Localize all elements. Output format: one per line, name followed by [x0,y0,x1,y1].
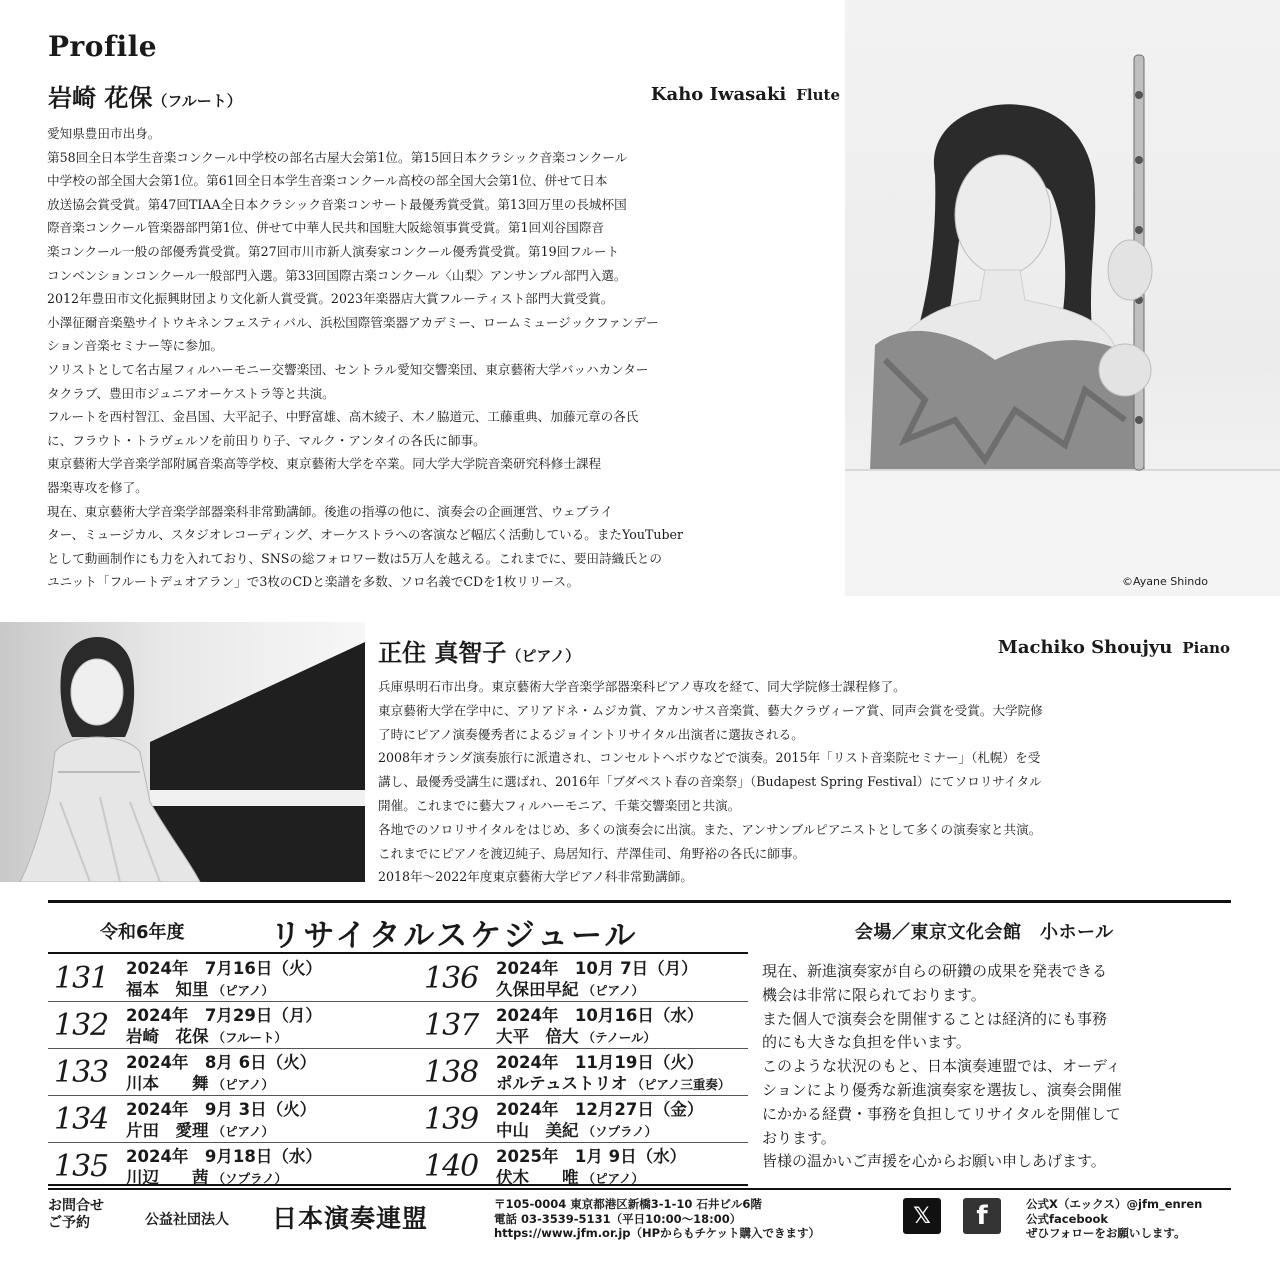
performer-part: （ソプラノ） [582,1124,658,1139]
performer1-bio-line: 楽コンクール一般の部優秀賞受賞。第27回市川市新人演奏家コンクール優秀賞受賞。第19回フルート [47,243,620,259]
schedule-note-line: また個人で演奏会を開催することは経済的にも事務 [762,1009,1108,1028]
sns-follow-request: ぜひフォローをお願いします。 [1026,1226,1186,1240]
performer-name: ポルテュストリオ [496,1074,628,1093]
schedule-note-line: 皆様の温かいご声援を心からお願い申しあげます。 [762,1152,1106,1171]
performer1-bio-line: 東京藝術大学音楽学部附属音楽高等学校、東京藝術大学を卒業。同大学大学院音楽研究科修士課程 [47,456,602,472]
schedule-entry [48,1049,398,1095]
schedule-entry [418,1002,768,1048]
x-logo-icon[interactable]: 𝕏 [903,1198,941,1234]
schedule-note-line: このような状況のもと、日本演奏連盟では、オーディ [762,1057,1121,1076]
recital-date: 2024年 12月27日（金） [496,1100,704,1119]
performer1-bio-line: タクラブ、豊田市ジュニアオーケストラ等と共演。 [47,385,335,401]
schedule-row-divider [48,1095,748,1096]
recital-date: 2024年 7月16日（火） [126,959,322,978]
performer1-bio-line: 愛知県豊田市出身。 [47,126,161,141]
recital-number: 133 [54,1055,109,1090]
performer2-name-en: Machiko Shoujyu [997,637,1173,658]
recital-performer [126,1070,274,1094]
performer1-name-jp: 岩崎 花保 [48,83,153,112]
schedule-entry [418,1096,768,1142]
schedule-note-line: 現在、新進演奏家が自らの研鑽の成果を発表できる [762,962,1108,980]
schedule-venue: 会場／東京文化会館 小ホール [855,922,1114,943]
recital-performer [496,1117,657,1141]
performer2-instrument-en: Piano [1182,639,1230,657]
schedule-grid [48,952,748,1186]
schedule-entry [418,955,768,1001]
recital-number: 131 [54,961,109,996]
performer2-bio-line: 東京藝術大学在学中に、アリアドネ・ムジカ賞、アカンサス音楽賞、藝大クラヴィーア賞、同声会賞を受賞。大学院修 [378,702,1043,718]
performer2-bio-line: 兵庫県明石市出身。東京藝術大学音楽学部器楽科ピアノ専攻を経て、同大学院修士課程修了。 [378,679,906,694]
performer1-bio-line: として動画制作にも力を入れており、SNSの総フォロワー数は5万人を越える。これまでに、要田詩織氏との [47,550,662,566]
performer2-bio-line: 2008年オランダ演奏旅行に派遣され、コンセルトヘボウなどで演奏。2015年「リスト音楽院セミナー」（札幌）を受 [378,750,1041,766]
org-name: 日本演奏連盟 [272,1204,429,1233]
performer1-bio-line: コンベンションコンクール一般部門入選。第33回国際古楽コンクール〈山梨〉アンサンブル部門入選。 [47,267,627,283]
recital-number: 140 [424,1149,479,1184]
schedule-entry [418,1143,768,1189]
performer2-bio-line: 講し、最優秀受講生に選ばれ、2016年「ブダペスト春の音楽祭」（Budapest Spring Festival）にてソロリサイタル [378,774,1042,790]
schedule-title: リサイタルスケジュール [270,918,639,954]
performer-part: （ピアノ三重奏） [631,1077,731,1092]
schedule-note-line: ションにより優秀な新進演奏家を選抜し、演奏会開催 [762,1080,1122,1099]
recital-performer [126,976,274,1000]
schedule-bottom-rule [48,1188,1231,1190]
performer1-bio-line: 小澤征爾音楽塾サイトウキネンフェスティバル、浜松国際管楽器アカデミー、ロームミュージックファンデー [47,314,659,330]
pianist-portrait-icon [0,622,365,882]
schedule-era: 令和6年度 [100,922,185,943]
performer-part: （ピアノ） [212,983,275,998]
performer2-bio-line: 2018年～2022年度東京藝術大学ピアノ科非常勤講師。 [378,869,693,885]
performer-part: （テノール） [582,1030,657,1045]
schedule-entry [418,1049,768,1095]
performer-name: 久保田早紀 [496,980,579,999]
schedule-note-line: 的にも大きな負担を伴います。 [762,1033,971,1052]
recital-performer [126,1023,287,1047]
schedule-entry [48,955,398,1001]
recital-number: 139 [424,1102,479,1137]
recital-date: 2024年 10月16日（水） [496,1006,704,1025]
performer1-bio-line: 第58回全日本学生音楽コンクール中学校の部名古屋大会第1位。第15回日本クラシック音楽コンクール [47,149,628,165]
schedule-note-line: おります。 [762,1128,836,1147]
recital-number: 134 [54,1102,109,1137]
sns-x-handle[interactable]: 公式X（エックス）@jfm_enren [1026,1197,1203,1211]
schedule-entry [48,1143,398,1189]
performer1-bio-line: 際音楽コンクール管楽器部門第1位、併せて中華人民共和国駐大阪総領事賞受賞。第1回刈谷国際音 [47,220,605,236]
performer1-bio-line: ソリストとして名古屋フィルハーモニー交響楽団、セントラル愛知交響楽団、東京藝術大学バッハカンター [47,361,649,377]
performer-part: （ピアノ） [582,983,645,998]
performer1-instrument-en: Flute [796,86,840,104]
performer1-bio-line: 2012年豊田市文化振興財団より文化新人賞受賞。2023年楽器店大賞フルーティスト部門大賞受賞。 [47,291,614,307]
schedule-row-divider [48,1142,748,1143]
recital-performer [496,976,644,1000]
performer2-bio [378,675,1233,889]
recital-number: 136 [424,961,479,996]
recital-date: 2024年 8月 6日（火） [126,1053,317,1072]
performer1-bio-line: ション音楽セミナー等に参加。 [47,338,224,354]
org-type: 公益社団法人 [145,1212,229,1228]
performer1-bio-line: 放送協会賞受賞。第47回TIAA全日本クラシック音楽コンサート最優秀賞受賞。第13回万里の長城杯国 [47,196,627,212]
performer1-name-en: Kaho Iwasaki [650,84,787,105]
performer1-bio-line: 現在、東京藝術大学音楽学部器楽科非常勤講師。後進の指導の他に、演奏会の企画運営、ウェブライ [47,503,613,519]
org-website-link[interactable]: https://www.jfm.or.jp（HPからもチケット購入できます） [494,1226,821,1240]
recital-date: 2025年 1月 9日（水） [496,1147,687,1166]
performer2-name [378,633,580,668]
performer-name: 中山 美紀 [496,1121,579,1140]
recital-date: 2024年 11月19日（火） [496,1053,704,1072]
sns-text [1026,1197,1202,1241]
performer2-bio-line: 開催。これまでに藝大フィルハーモニア、千葉交響楽団と共演。 [378,797,741,813]
performer2-bio-line: 了時にピアノ演奏優秀者によるジョイントリサイタル出演者に選抜される。 [378,726,804,742]
performer-name: 大平 倍大 [496,1027,579,1046]
contact-label-inquiry: お問合せ [48,1198,104,1214]
schedule-entry [48,1002,398,1048]
recital-date: 2024年 7月29日（月） [126,1006,322,1025]
org-info [494,1197,820,1241]
profile-heading: Profile [48,30,158,63]
performer1-photo [845,0,1280,596]
performer2-bio-line: これまでにピアノを渡辺純子、鳥居知行、芹澤佳司、角野裕の各氏に師事。 [378,845,806,861]
recital-date: 2024年 10月 7日（月） [496,959,698,978]
performer-part: （ピアノ） [582,1171,645,1186]
recital-performer [496,1164,644,1188]
recital-performer [496,1023,656,1047]
performer1-bio-line: フルートを西村智江、金昌国、大平記子、中野富雄、高木綾子、木ノ脇道元、工藤重典、加藤元章の各氏 [47,409,639,425]
performer1-name [48,78,242,113]
schedule-row-divider [48,1001,748,1002]
schedule-note-line: にかかる経費・事務を負担してリサイタルを開催して [762,1104,1121,1123]
schedule-entry [48,1096,398,1142]
recital-performer [126,1164,287,1188]
performer1-bio-line: 中学校の部全国大会第1位。第61回全日本学生音楽コンクール高校の部全国大会第1位、併せて日本 [47,173,608,189]
flutist-portrait-icon [845,0,1280,596]
recital-number: 138 [424,1055,479,1090]
recital-date: 2024年 9月 3日（火） [126,1100,317,1119]
photo-credit: ©Ayane Shindo [1122,575,1208,588]
performer2-instrument-jp: （ピアノ） [506,647,581,665]
performer-part: （ピアノ） [212,1124,275,1139]
schedule-note [762,960,1234,1174]
contact-label [48,1198,104,1232]
org-phone: 電話 03-3539-5131（平日10:00～18:00） [494,1211,742,1226]
recital-number: 132 [54,1008,109,1043]
performer-name: 岩崎 花保 [126,1027,209,1046]
performer1-roman [612,84,840,105]
performer-name: 川本 舞 [126,1074,209,1093]
recital-performer [496,1070,730,1094]
recital-number: 135 [54,1149,109,1184]
schedule-top-rule [48,900,1231,903]
performer1-bio-line: に、フラウト・トラヴェルソを前田りり子、マルク・アンタイの各氏に師事。 [47,432,486,448]
org-address: 〒105-0004 東京都港区新橋3-1-10 石井ビル6階 [494,1197,762,1211]
performer-name: 川辺 茜 [126,1168,209,1187]
performer2-roman [900,637,1230,658]
performer1-bio-line: ユニット「フルートデュオアラン」で3枚のCDと楽譜を多数、ソロ名義でCDを1枚リリース。 [47,574,580,590]
schedule-note-line: 機会は非常に限られております。 [762,985,986,1004]
performer1-bio [47,122,842,594]
performer2-name-jp: 正住 真智子 [378,638,507,667]
recital-performer [126,1117,274,1141]
schedule-row-divider [48,1048,748,1049]
contact-label-reservation: ご予約 [48,1215,90,1231]
performer-name: 伏木 唯 [496,1168,579,1187]
performer-part: （ソプラノ） [212,1171,288,1186]
performer1-bio-line: 器楽専攻を修了。 [47,479,148,495]
performer1-instrument-jp: （フルート） [152,92,242,110]
performer-name: 片田 愛理 [126,1121,209,1140]
performer-part: （フルート） [212,1030,288,1045]
recital-number: 137 [424,1008,479,1043]
recital-date: 2024年 9月18日（水） [126,1147,322,1166]
performer-part: （ピアノ） [212,1077,275,1092]
performer2-bio-line: 各地でのソロリサイタルをはじめ、多くの演奏会に出演。また、アンサンブルピアニストとして多くの演奏家と共演。 [378,821,1042,837]
performer-name: 福本 知里 [126,980,209,999]
sns-facebook[interactable]: 公式facebook [1026,1211,1109,1226]
performer2-photo [0,622,365,882]
facebook-logo-icon[interactable]: f [963,1198,1001,1234]
performer1-bio-line: ター、ミュージカル、スタジオレコーディング、オーケストラへの客演など幅広く活動している。またYouTuber [47,527,683,543]
